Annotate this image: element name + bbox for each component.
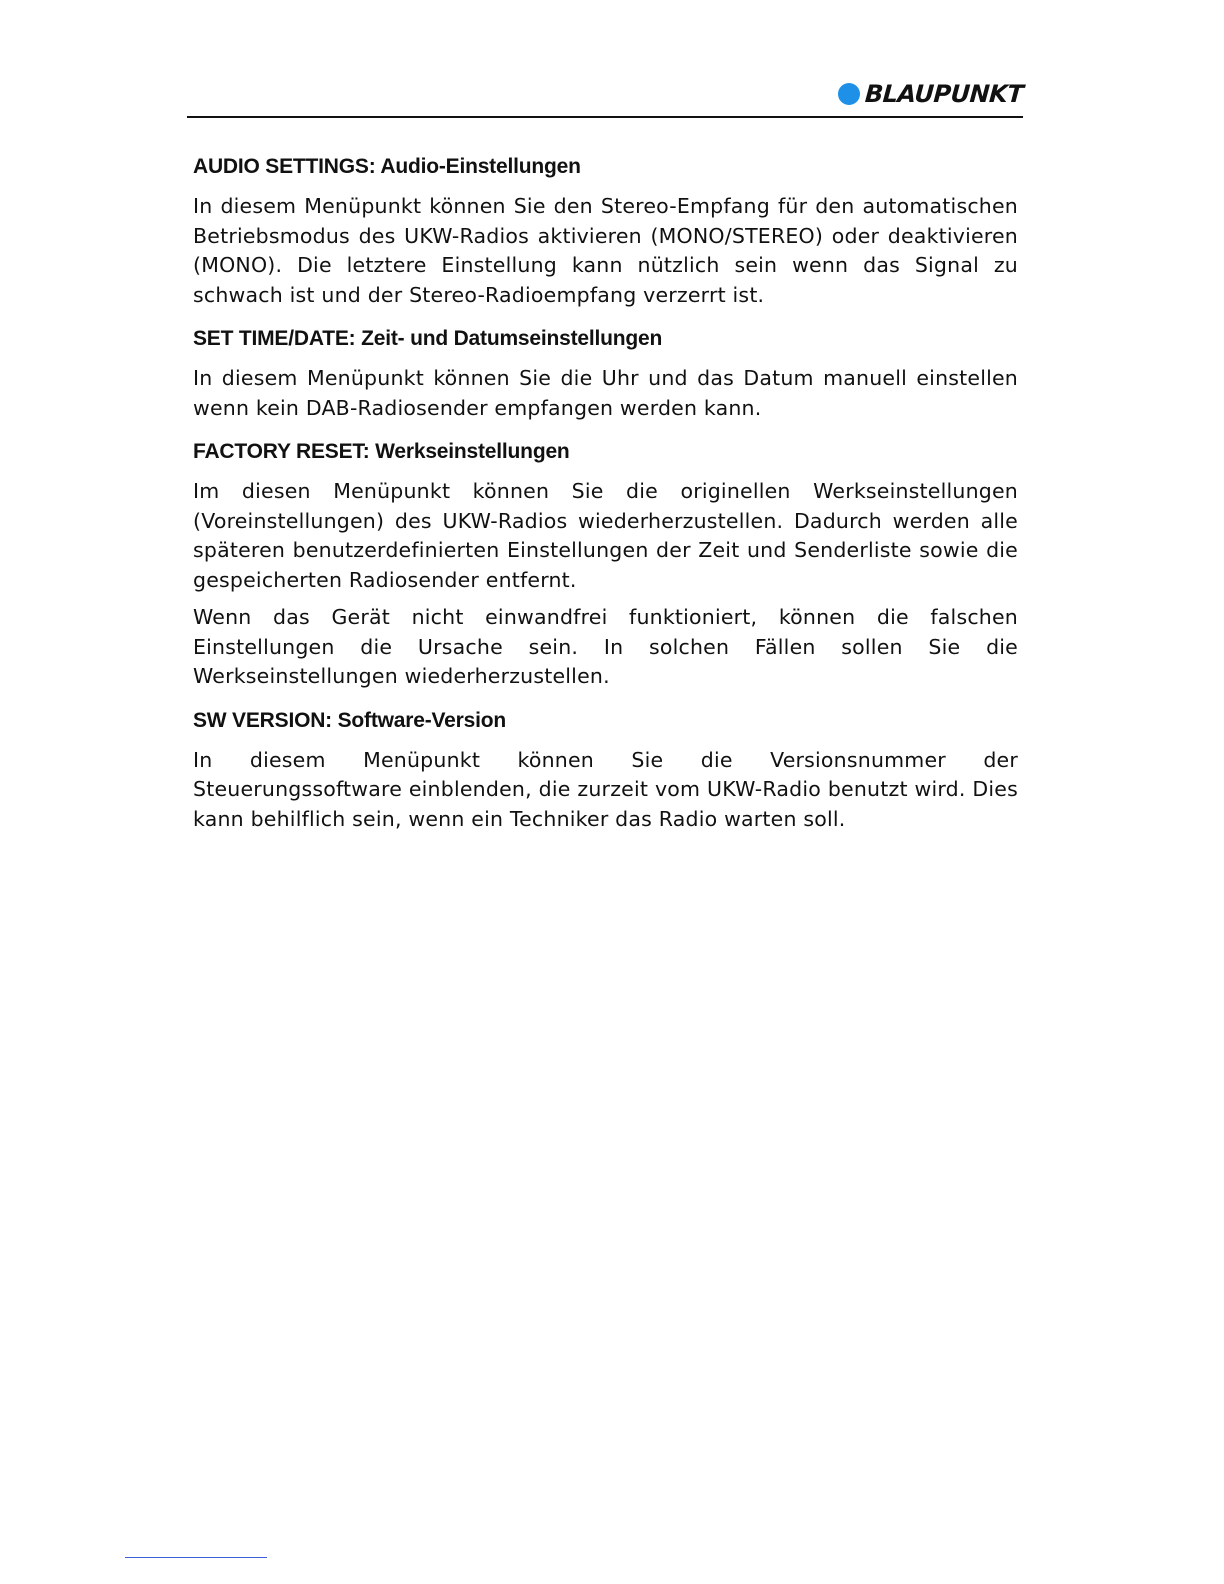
section-paragraph: In diesem Menüpunkt können Sie die Uhr und das Datum manuell einstellen wenn kein DAB-Radiosender empfangen werden kann.	[193, 366, 1018, 420]
section-audio-settings	[193, 152, 1018, 310]
brand-dot-icon	[838, 83, 860, 105]
section-title: FACTORY RESET: Werkseinstellungen	[193, 440, 570, 463]
brand-name: BLAUPUNKT	[863, 80, 1024, 108]
page-header	[187, 78, 1023, 118]
main-content	[193, 152, 1018, 848]
section-title: AUDIO SETTINGS: Audio-Einstellungen	[193, 155, 581, 178]
section-title: SW VERSION: Software-Version	[193, 708, 506, 732]
brand-logo	[838, 80, 1023, 108]
section-title: SET TIME/DATE: Zeit- und Datumseinstellungen	[193, 327, 663, 350]
section-factory-reset	[193, 437, 1018, 692]
section-paragraph: Im diesen Menüpunkt können Sie die originellen Werkseinstellungen (Voreinstellungen) des UKW-Radios wiederherzustellen. Dadurch werden alle späteren benutzerdefinierten Einstellungen der Zeit und Senderliste sowie die gespeicherten Radiosender entfernt.	[193, 479, 1018, 592]
section-paragraph: Wenn das Gerät nicht einwandfrei funktioniert, können die falschen Einstellungen die Ursache sein. In solchen Fällen sollen Sie die Werkseinstellungen wiederherzustellen.	[193, 605, 1018, 688]
section-paragraph: In diesem Menüpunkt können Sie den Stereo-Empfang für den automatischen Betriebsmodus des UKW-Radios aktivieren (MONO/STEREO) oder deaktivieren (MONO). Die letztere Einstellung kann nützlich sein wenn das Signal zu schwach ist und der Stereo-Radioempfang verzerrt ist.	[193, 194, 1018, 307]
section-sw-version	[193, 706, 1018, 835]
section-set-time-date	[193, 324, 1018, 423]
footer-divider	[125, 1557, 267, 1558]
section-paragraph: In diesem Menüpunkt können Sie die Versionsnummer der Steuerungssoftware einblenden, die zurzeit vom UKW-Radio benutzt wird. Dies kann behilflich sein, wenn ein Techniker das Radio warten soll.	[193, 747, 1018, 831]
